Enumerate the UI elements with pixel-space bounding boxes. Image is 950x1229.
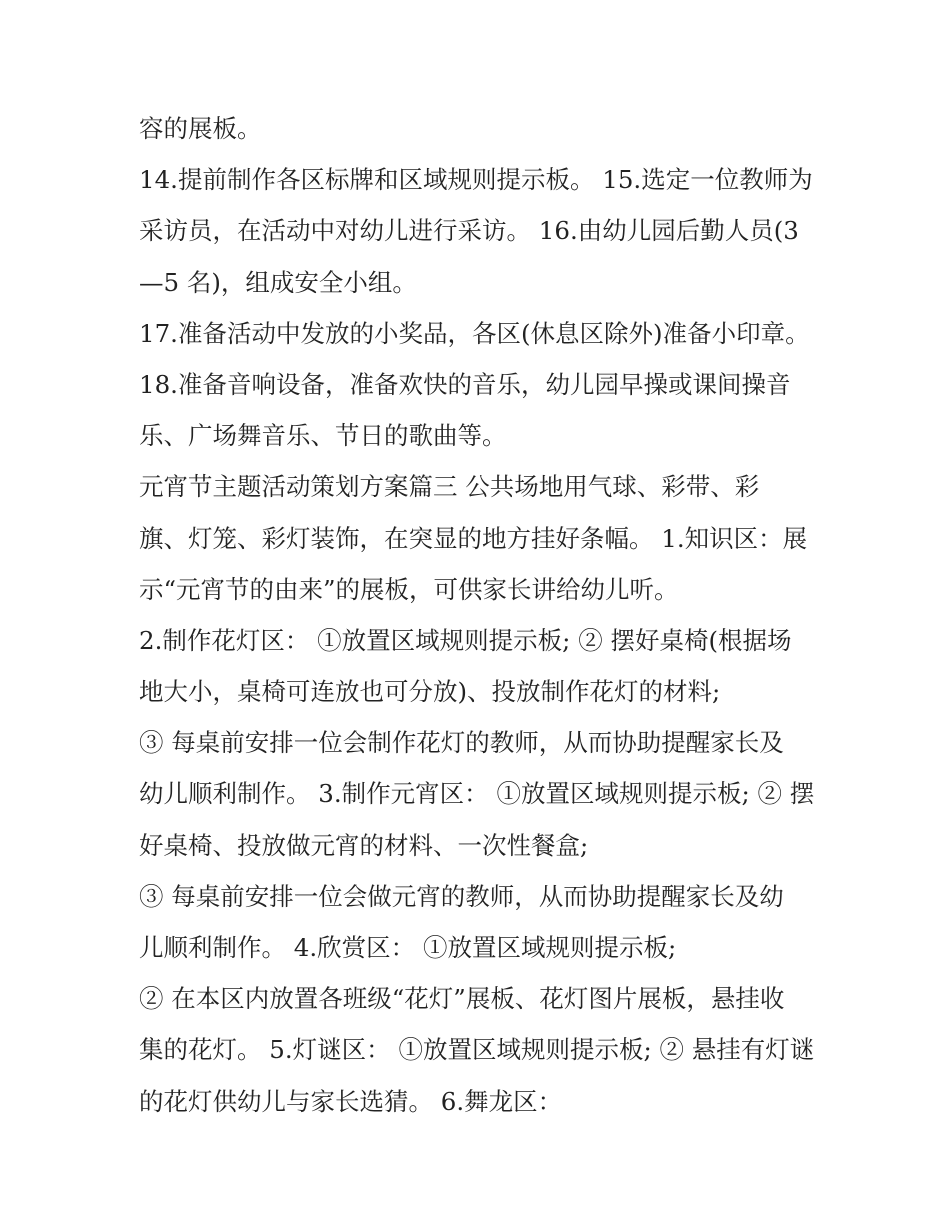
text-line: 元宵节主题活动策划方案篇三 公共场地用气球、彩带、彩 bbox=[139, 472, 760, 502]
text-line: 儿顺利制作。 4.欣赏区： ①放置区域规则提示板; bbox=[139, 933, 677, 962]
text-line: 地大小，桌椅可连放也可分放)、投放制作花灯的材料; bbox=[139, 677, 721, 707]
text-line: 采访员，在活动中对幼儿进行采访。 16.由幼儿园后勤人员(3 bbox=[139, 216, 799, 246]
text-line: 2.制作花灯区： ①放置区域规则提示板; ② 摆好桌椅(根据场 bbox=[139, 625, 792, 655]
text-line: 幼儿顺利制作。 3.制作元宵区： ①放置区域规则提示板; ② 摆 bbox=[139, 779, 815, 809]
text-line: ③ 每桌前安排一位会制作花灯的教师，从而协助提醒家长及 bbox=[139, 728, 784, 758]
text-line: 17.准备活动中发放的小奖品，各区(休息区除外)准备小印章。 bbox=[139, 318, 810, 348]
text-line: ② 在本区内放置各班级“花灯”展板、花灯图片展板，悬挂收 bbox=[139, 984, 785, 1014]
text-line: ③ 每桌前安排一位会做元宵的教师，从而协助提醒家长及幼 bbox=[139, 881, 784, 911]
text-line: 好桌椅、投放做元宵的材料、一次性餐盒; bbox=[139, 830, 589, 860]
text-line: 集的花灯。 5.灯谜区： ①放置区域规则提示板; ② 悬挂有灯谜 bbox=[139, 1035, 815, 1065]
text-line: 示“元宵节的由来”的展板，可供家长讲给幼儿听。 bbox=[139, 574, 679, 604]
text-line: 的花灯供幼儿与家长选猜。 6.舞龙区： bbox=[139, 1086, 563, 1116]
text-line: 容的展板。 bbox=[139, 114, 262, 143]
text-line: 乐、广场舞音乐、节日的歌曲等。 bbox=[139, 421, 507, 451]
document-body bbox=[139, 111, 819, 1135]
text-line: 旗、灯笼、彩灯装饰，在突显的地方挂好条幅。 1.知识区：展 bbox=[139, 523, 808, 553]
text-line: —5 名)，组成安全小组。 bbox=[139, 267, 417, 297]
text-line: 18.准备音响设备，准备欢快的音乐，幼儿园早操或课间操音 bbox=[139, 369, 791, 399]
text-line: 14.提前制作各区标牌和区域规则提示板。 15.选定一位教师为 bbox=[139, 165, 813, 195]
